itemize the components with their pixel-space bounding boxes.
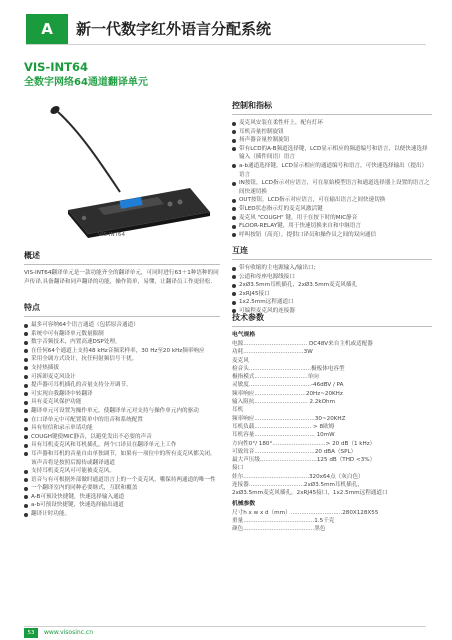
spec-line: 连接器...............................2xØ3.5mm耳机插孔，: [232, 482, 363, 489]
controls-section: [232, 100, 432, 239]
footer-divider: [24, 626, 426, 627]
specs-body: [232, 331, 432, 534]
features-list: [24, 321, 220, 519]
page-title: 新一代数字红外语言分配系统: [76, 20, 272, 38]
list-item: 具有麦克风保护功能: [24, 398, 220, 407]
controls-list: [232, 119, 432, 239]
list-item: 系统中可有翻译单元数量限制: [24, 330, 220, 339]
interconnect-section: [232, 245, 432, 316]
product-model: VIS-INT64: [24, 60, 88, 74]
spec-line: 频率响应..................................30~20KHZ: [232, 415, 346, 422]
spec-line: 方向性0°/ 180°..............................> 20 dB（1 kHz）: [232, 440, 376, 447]
list-item: 翻译计时功能。: [24, 510, 220, 519]
list-item: 2xØ3.5mm耳机插孔，2xØ3.5mm麦克风插孔: [232, 281, 432, 290]
section-badge: A: [26, 14, 68, 44]
spec-line: 2xØ3.5mm麦克风插孔，2xRJ45接口，1x2.5mm远程通道口: [232, 490, 388, 497]
list-item: 2xRJ45接口: [232, 290, 432, 299]
spec-line: 电源.................................... DC48V来自主机或适配器: [232, 341, 373, 347]
list-item: 一个翻译室内的同种必要继式，互联和覆盖: [24, 484, 220, 493]
spec-line: 麦克风: [232, 357, 249, 364]
product-photo: [40, 92, 215, 242]
spec-line: 输入阻抗.............................. 2.2kOhm: [232, 399, 336, 406]
list-item: 带LED状态指示灯的麦克风激活键: [232, 205, 432, 214]
spec-line: 尺寸h x w x d（mm）.............................280X128X55: [232, 509, 379, 516]
list-item: 麦克风 "COUGH" 键，用于在按下时的MIC静音: [232, 214, 432, 223]
list-item: 公道和母座电源线接口: [232, 273, 432, 282]
spec-line: 最大声压级................................125 dB（THD <3%）: [232, 457, 376, 464]
spec-line: 灵敏度...................................-46dBV / PA: [232, 382, 344, 389]
list-item: OUT按钮，LCD指示对应语言，可在输出语言之间快速切换: [232, 196, 432, 205]
spec-line: 功耗..................................3W: [232, 349, 313, 356]
list-item: 呼叫按钮（高亮），提供口译员和操作员之间的双向通信: [232, 231, 432, 240]
overview-text: VIS-INT64翻译单元是一款功能齐全的翻译单元，可同时进行63＋1种语种的同声传译,具备翻译和同声翻译的功能，操作简单，易懂，让翻译员工作更轻松.: [24, 270, 219, 285]
specs-section: [232, 312, 432, 534]
spec-line: 极指模式..............................单向: [232, 374, 319, 381]
spec-line: 接口: [232, 465, 244, 472]
title-divider: [26, 44, 426, 45]
list-item: 1x2.5mm远程通道口: [232, 298, 432, 307]
list-item: 具有耳机麦克风和耳机插孔，两个口译员在翻译单元上工作: [24, 441, 220, 450]
product-subtitle: 全数字网络64通道翻译单元: [24, 77, 148, 88]
spec-line: 耳机: [232, 407, 244, 414]
gooseneck-microphone: [49, 104, 120, 192]
list-item: 具有短信和录示单请功能: [24, 424, 220, 433]
list-item: COUGH键使MIC静音，以避免发出不必要的声音: [24, 433, 220, 442]
spec-line: 娃尔.....................................320x64点（灰白色）: [232, 473, 364, 480]
list-item: 扬声器音量控制旋钮: [232, 136, 432, 145]
features-heading: 特点: [24, 302, 220, 317]
spec-line: 耳机容量.................................. 10mW: [232, 432, 335, 439]
interconnect-heading: 互连: [232, 245, 432, 260]
list-item: 麦克风安装在柔性杆上，配有灯环: [232, 119, 432, 128]
specs-heading: 技术参数: [232, 312, 432, 327]
translation-unit-body: [68, 188, 210, 238]
spec-group-title: 电气规格: [232, 332, 256, 338]
website-link[interactable]: www.visosinc.cn: [44, 629, 93, 636]
list-item: FLOOR-RELAY键，用于快速切换来自和中继语言: [232, 222, 432, 231]
list-item: a-b可预设快捷键，快速选择输出通道: [24, 501, 220, 510]
list-item: 带有LCD的A-B频道选择键，LCD显示相应的频道编号和语言，以便快速选择输入（插件间语）语言: [232, 145, 432, 162]
list-item: 耳机音量控制旋钮: [232, 128, 432, 137]
list-item: 可拆卸麦克风设计: [24, 373, 220, 382]
list-item: 最多可容纳64个语言通道（包括原音通道）: [24, 321, 220, 330]
spec-group-title: 机械参数: [232, 500, 256, 507]
list-item: 在口译单元中可配置简单中的语音和系统配置: [24, 416, 220, 425]
spec-line: 重量........................................1.5千克: [232, 517, 335, 524]
list-item: 带有收缩的主电源输入/输出口;: [232, 264, 432, 273]
list-item: 语音与有可根据外部做时通道语言上的一个麦克风，哪保持两通道的唯一性: [24, 476, 220, 485]
list-item: IN按钮，LCD指示对应语言，可在原始模型语言和通道选择器上设置的语言之间快速切换: [232, 179, 432, 196]
spec-line: 可致耸音..................................20 dBA（SPL）: [232, 448, 357, 455]
page-number: 53: [24, 628, 38, 638]
overview-heading: 概述: [24, 250, 220, 265]
list-item: 耳声器和耳机的音量自由单独调节，如果有一项位中的所有麦克风都关闭，该声音将是按照后源传或翻译通道: [24, 450, 220, 467]
interconnect-list: [232, 264, 432, 316]
controls-heading: 控制和指标: [232, 100, 432, 115]
list-item: 支持热插拔: [24, 364, 220, 373]
spec-line: 耳机负载................................ > 8欧姆: [232, 423, 335, 430]
image-caption: VIS-INT64: [98, 232, 125, 238]
list-item: 可实现自我翻译中转翻译: [24, 390, 220, 399]
list-item: 采用全调方式设计，抗任何射频信号干扰。: [24, 355, 220, 364]
list-item: 数字音频技术，内置高速DSP处理。: [24, 338, 220, 347]
list-item: 在任何64个通道上支持48 kHz音频采样率，30 Hz至20 kHz频率响应: [24, 347, 220, 356]
list-item: 支持耳机麦克风可可能被麦克风。: [24, 467, 220, 476]
features-section: [24, 302, 220, 519]
list-item: 翻译单元可设置为操作单元，使翻译单元对支持与操作单元内的驱动: [24, 407, 220, 416]
spec-line: 颜色........................................黑色: [232, 526, 326, 533]
spec-line: 频率响应.............................20Hz~20KHz: [232, 390, 343, 397]
page-header: [0, 0, 452, 44]
list-item: 可编程麦克风的连接器: [232, 307, 432, 316]
list-item: 提声器可耳机插孔的音量支持分开调节。: [24, 381, 220, 390]
overview-section: [24, 250, 220, 287]
spec-line: 检音头...................................极板体电容型: [232, 365, 345, 372]
list-item: a-b通道选择键，LCD显示相应的通道编号和语言，可快速选择输出（提出）语言: [232, 162, 432, 179]
list-item: A-B可预设快捷键，快速选择输入通道: [24, 493, 220, 502]
